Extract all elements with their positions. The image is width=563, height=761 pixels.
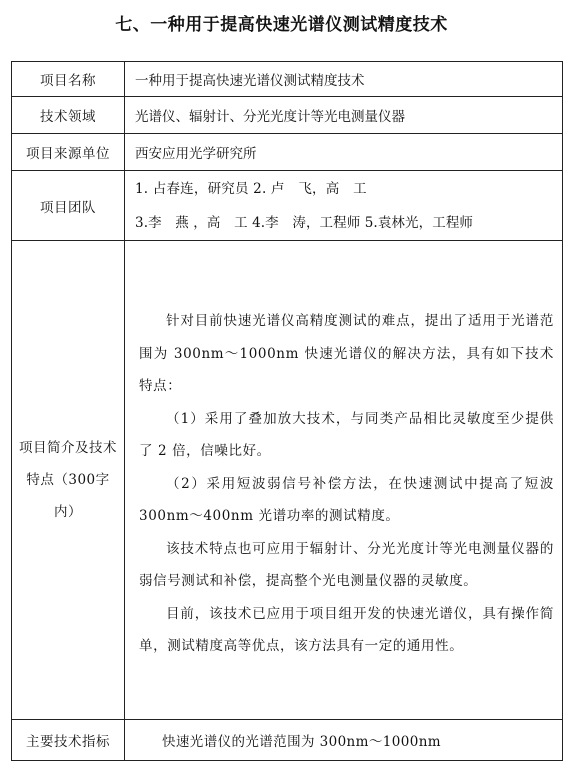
intro-paragraph: 该技术特点也可应用于辐射计、分光光度计等光电测量仪器的弱信号测试和补偿，提高整个光电测量仪器的灵敏度。 bbox=[139, 540, 554, 590]
project-name-label: 项目名称 bbox=[12, 62, 125, 97]
intro-label-cell bbox=[12, 241, 125, 720]
intro-paragraph: 目前，该技术已应用于项目组开发的快速光谱仪，具有操作简单，测试精度高等优点，该方法具有一定的通用性。 bbox=[139, 605, 554, 655]
spec-text: 快速光谱仪的光谱范围为 300nm～1000nm bbox=[162, 734, 442, 750]
source-unit-value: 西安应用光学研究所 bbox=[125, 134, 563, 171]
team-value bbox=[125, 171, 563, 241]
page-title: 七、一种用于提高快速光谱仪测试精度技术 bbox=[115, 15, 448, 35]
table-row-spec bbox=[12, 720, 563, 761]
table-row-tech-field bbox=[12, 97, 563, 134]
intro-label: 项目简介及技术特点（300字内） bbox=[19, 440, 117, 520]
table-row-source-unit bbox=[12, 134, 563, 171]
intro-value bbox=[125, 241, 563, 720]
project-name-value: 一种用于提高快速光谱仪测试精度技术 bbox=[125, 62, 563, 97]
intro-paragraph: 针对目前快速光谱仪高精度测试的难点，提出了适用于光谱范围为 300nm～1000nm 快速光谱仪的解决方法，具有如下技术特点： bbox=[139, 313, 554, 395]
table-row-project-name bbox=[12, 62, 563, 97]
intro-paragraph: （2）采用短波弱信号补偿方法，在快速测试中提高了短波 300nm～400nm 光谱功率的测试精度。 bbox=[139, 475, 554, 525]
team-label: 项目团队 bbox=[12, 171, 125, 241]
tech-field-label: 技术领域 bbox=[12, 97, 125, 134]
spec-label: 主要技术指标 bbox=[12, 720, 125, 761]
source-unit-label: 项目来源单位 bbox=[12, 134, 125, 171]
spec-value bbox=[125, 720, 563, 761]
project-info-table bbox=[11, 61, 563, 761]
team-line-2: 3.李 燕 ，高 工 4.李 涛，工程师 5.袁林光，工程师 bbox=[135, 214, 474, 231]
table-row-team bbox=[12, 171, 563, 241]
table-row-intro bbox=[12, 241, 563, 720]
tech-field-value: 光谱仪、辐射计、分光光度计等光电测量仪器 bbox=[125, 97, 563, 134]
team-line-1: 1. 占春连，研究员 2. 卢 飞，高 工 bbox=[135, 180, 367, 197]
intro-paragraph: （1）采用了叠加放大技术，与同类产品相比灵敏度至少提供了 2 倍，信噪比好。 bbox=[139, 410, 554, 460]
